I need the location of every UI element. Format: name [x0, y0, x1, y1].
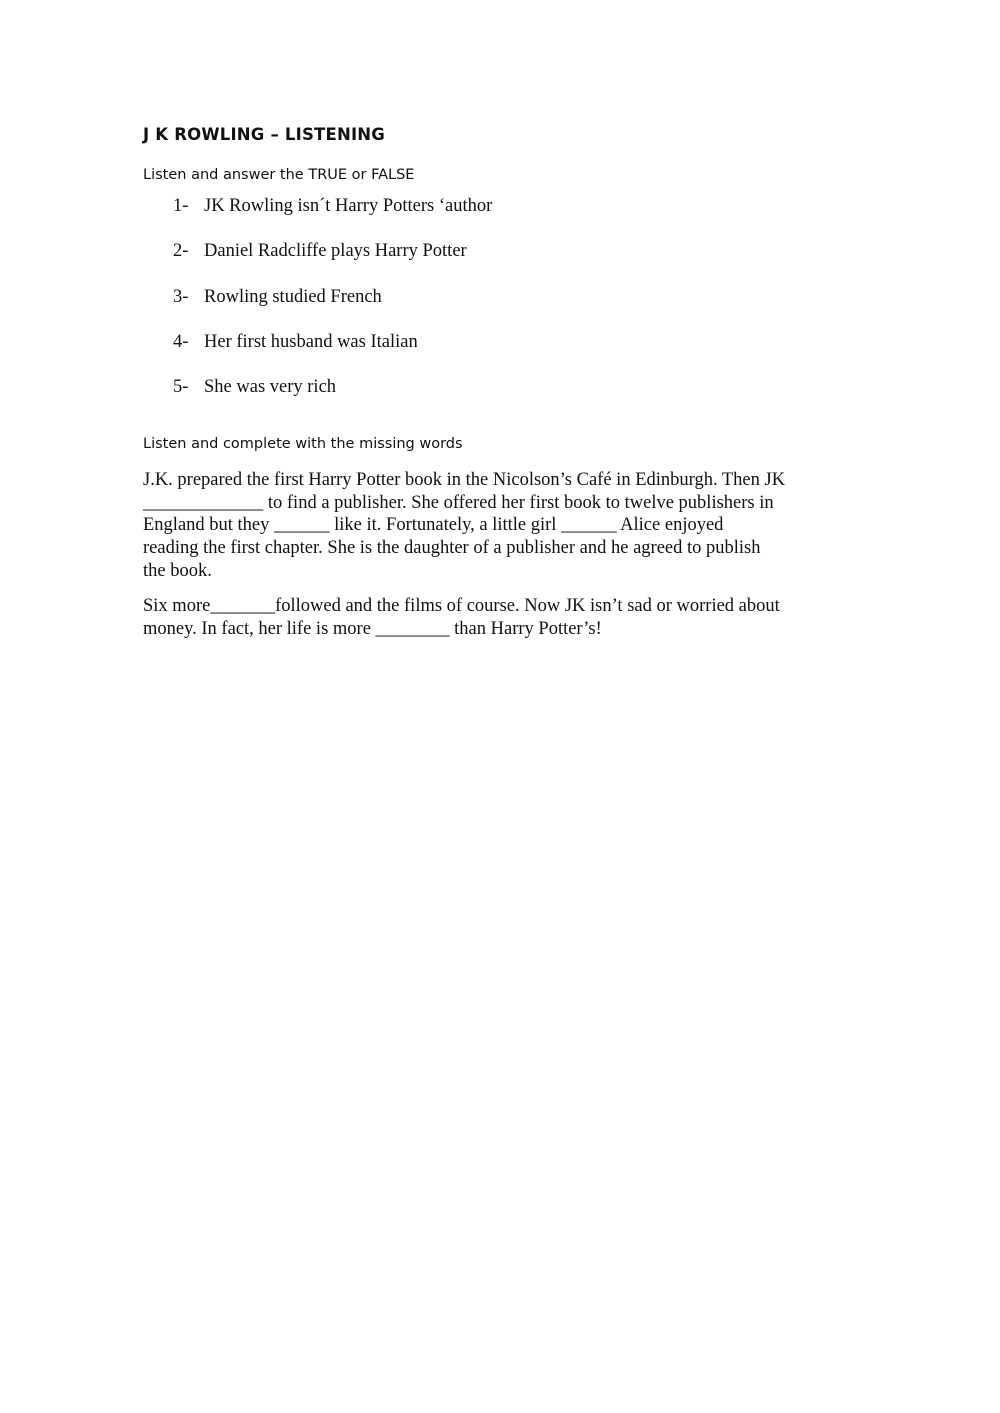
paragraph-line: Six more_______followed and the films of course. Now JK isn’t sad or worried about — [143, 596, 780, 617]
paragraph-line: reading the first chapter. She is the daughter of a publisher and he agreed to publish — [143, 537, 761, 558]
item-text: JK Rowling isn´t Harry Potters ‘author — [204, 196, 493, 216]
gap-fill-paragraph-1 — [143, 469, 863, 582]
page-title: J K ROWLING – LISTENING — [143, 125, 386, 144]
paragraph-line: England but they ______ like it. Fortunately, a little girl ______ Alice enjoyed — [143, 515, 724, 536]
item-number: 5- — [173, 377, 189, 398]
list-item — [173, 330, 863, 354]
item-text: Rowling studied French — [204, 286, 382, 307]
worksheet — [143, 120, 863, 640]
item-number: 2- — [173, 241, 189, 262]
true-false-list — [143, 194, 863, 399]
gap-fill-paragraph-2 — [143, 595, 863, 640]
paragraph-line: money. In fact, her life is more ________ than Harry Potter’s! — [143, 618, 602, 639]
list-item — [173, 239, 863, 263]
paragraph-line: the book. — [143, 560, 212, 581]
item-number: 1- — [173, 196, 189, 216]
list-item — [173, 194, 863, 218]
complete-instruction: Listen and complete with the missing words — [143, 436, 463, 453]
item-number: 3- — [173, 286, 189, 307]
true-false-instruction: Listen and answer the TRUE or FALSE — [143, 167, 415, 183]
list-item — [173, 285, 863, 309]
item-number: 4- — [173, 331, 189, 352]
item-text: Daniel Radcliffe plays Harry Potter — [204, 241, 467, 262]
paragraph-line: _____________ to find a publisher. She offered her first book to twelve publishers in — [143, 492, 774, 513]
list-item — [173, 375, 863, 399]
item-text: Her first husband was Italian — [204, 331, 418, 352]
paragraph-line: J.K. prepared the first Harry Potter book in the Nicolson’s Café in Edinburgh. Then JK — [143, 470, 786, 491]
item-text: She was very rich — [204, 377, 337, 398]
